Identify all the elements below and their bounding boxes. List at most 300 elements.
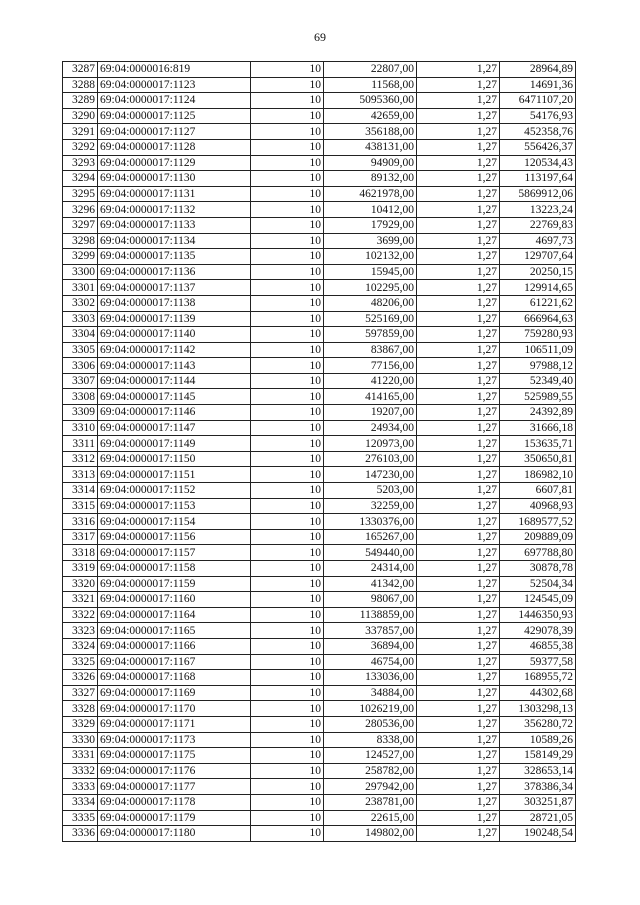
code-cell: 10 <box>251 93 324 109</box>
total-cell: 452358,76 <box>500 124 576 140</box>
table-row <box>63 529 576 545</box>
table-row <box>63 139 576 155</box>
code-cell: 10 <box>251 654 324 670</box>
value-cell: 597859,00 <box>324 327 417 343</box>
cadastral-number-cell: 69:04:0000017:1127 <box>98 124 251 140</box>
table-row <box>63 701 576 717</box>
cadastral-number-cell: 69:04:0000017:1124 <box>98 93 251 109</box>
page-number: 69 <box>314 30 326 44</box>
value-cell: 1026219,00 <box>324 701 417 717</box>
cadastral-number-cell: 69:04:0000017:1131 <box>98 186 251 202</box>
coefficient-cell: 1,27 <box>417 498 500 514</box>
value-cell: 34884,00 <box>324 685 417 701</box>
table-row <box>63 467 576 483</box>
cadastral-number-cell: 69:04:0000017:1171 <box>98 716 251 732</box>
coefficient-cell: 1,27 <box>417 467 500 483</box>
total-cell: 5869912,06 <box>500 186 576 202</box>
coefficient-cell: 1,27 <box>417 436 500 452</box>
table-row <box>63 826 576 842</box>
cadastral-number-cell: 69:04:0000017:1154 <box>98 514 251 530</box>
value-cell: 98067,00 <box>324 592 417 608</box>
total-cell: 186982,10 <box>500 467 576 483</box>
coefficient-cell: 1,27 <box>417 638 500 654</box>
row-number-cell: 3301 <box>63 280 98 296</box>
total-cell: 52504,34 <box>500 576 576 592</box>
row-number-cell: 3332 <box>63 763 98 779</box>
cadastral-number-cell: 69:04:0000017:1144 <box>98 373 251 389</box>
code-cell: 10 <box>251 529 324 545</box>
table-row <box>63 389 576 405</box>
table-row <box>63 794 576 810</box>
code-cell: 10 <box>251 670 324 686</box>
total-cell: 1446350,93 <box>500 607 576 623</box>
code-cell: 10 <box>251 389 324 405</box>
cadastral-number-cell: 69:04:0000017:1129 <box>98 155 251 171</box>
coefficient-cell: 1,27 <box>417 451 500 467</box>
value-cell: 280536,00 <box>324 716 417 732</box>
code-cell: 10 <box>251 358 324 374</box>
cadastral-number-cell: 69:04:0000017:1139 <box>98 311 251 327</box>
cadastral-number-cell: 69:04:0000017:1156 <box>98 529 251 545</box>
total-cell: 106511,09 <box>500 342 576 358</box>
total-cell: 20250,15 <box>500 264 576 280</box>
table-row <box>63 451 576 467</box>
value-cell: 10412,00 <box>324 202 417 218</box>
coefficient-cell: 1,27 <box>417 280 500 296</box>
coefficient-cell: 1,27 <box>417 561 500 577</box>
code-cell: 10 <box>251 202 324 218</box>
table-row <box>63 295 576 311</box>
code-cell: 10 <box>251 311 324 327</box>
total-cell: 759280,93 <box>500 327 576 343</box>
code-cell: 10 <box>251 779 324 795</box>
total-cell: 6471107,20 <box>500 93 576 109</box>
table-row <box>63 124 576 140</box>
total-cell: 168955,72 <box>500 670 576 686</box>
coefficient-cell: 1,27 <box>417 249 500 265</box>
row-number-cell: 3318 <box>63 545 98 561</box>
table-row <box>63 171 576 187</box>
total-cell: 120534,43 <box>500 155 576 171</box>
code-cell: 10 <box>251 295 324 311</box>
total-cell: 129914,65 <box>500 280 576 296</box>
table-row <box>63 810 576 826</box>
cadastral-number-cell: 69:04:0000017:1147 <box>98 420 251 436</box>
code-cell: 10 <box>251 77 324 93</box>
table-row <box>63 327 576 343</box>
cadastral-number-cell: 69:04:0000017:1175 <box>98 748 251 764</box>
coefficient-cell: 1,27 <box>417 139 500 155</box>
value-cell: 3699,00 <box>324 233 417 249</box>
code-cell: 10 <box>251 810 324 826</box>
total-cell: 1303298,13 <box>500 701 576 717</box>
table-row <box>63 93 576 109</box>
cadastral-number-cell: 69:04:0000017:1125 <box>98 108 251 124</box>
value-cell: 89132,00 <box>324 171 417 187</box>
cadastral-number-cell: 69:04:0000017:1165 <box>98 623 251 639</box>
code-cell: 10 <box>251 62 324 78</box>
row-number-cell: 3307 <box>63 373 98 389</box>
row-number-cell: 3330 <box>63 732 98 748</box>
table-row <box>63 607 576 623</box>
row-number-cell: 3319 <box>63 561 98 577</box>
total-cell: 209889,09 <box>500 529 576 545</box>
coefficient-cell: 1,27 <box>417 623 500 639</box>
value-cell: 24934,00 <box>324 420 417 436</box>
value-cell: 149802,00 <box>324 826 417 842</box>
row-number-cell: 3291 <box>63 124 98 140</box>
coefficient-cell: 1,27 <box>417 685 500 701</box>
total-cell: 10589,26 <box>500 732 576 748</box>
coefficient-cell: 1,27 <box>417 607 500 623</box>
table-row <box>63 623 576 639</box>
code-cell: 10 <box>251 561 324 577</box>
coefficient-cell: 1,27 <box>417 389 500 405</box>
row-number-cell: 3333 <box>63 779 98 795</box>
value-cell: 48206,00 <box>324 295 417 311</box>
code-cell: 10 <box>251 171 324 187</box>
row-number-cell: 3313 <box>63 467 98 483</box>
total-cell: 429078,39 <box>500 623 576 639</box>
coefficient-cell: 1,27 <box>417 77 500 93</box>
cadastral-number-cell: 69:04:0000017:1133 <box>98 217 251 233</box>
code-cell: 10 <box>251 108 324 124</box>
coefficient-cell: 1,27 <box>417 295 500 311</box>
value-cell: 549440,00 <box>324 545 417 561</box>
row-number-cell: 3324 <box>63 638 98 654</box>
cadastral-number-cell: 69:04:0000017:1132 <box>98 202 251 218</box>
value-cell: 297942,00 <box>324 779 417 795</box>
cadastral-number-cell: 69:04:0000016:819 <box>98 62 251 78</box>
row-number-cell: 3300 <box>63 264 98 280</box>
cadastral-number-cell: 69:04:0000017:1180 <box>98 826 251 842</box>
table-row <box>63 264 576 280</box>
total-cell: 1689577,52 <box>500 514 576 530</box>
code-cell: 10 <box>251 607 324 623</box>
row-number-cell: 3310 <box>63 420 98 436</box>
coefficient-cell: 1,27 <box>417 654 500 670</box>
total-cell: 525989,55 <box>500 389 576 405</box>
row-number-cell: 3329 <box>63 716 98 732</box>
code-cell: 10 <box>251 763 324 779</box>
code-cell: 10 <box>251 794 324 810</box>
code-cell: 10 <box>251 716 324 732</box>
value-cell: 4621978,00 <box>324 186 417 202</box>
table-row <box>63 576 576 592</box>
code-cell: 10 <box>251 264 324 280</box>
total-cell: 59377,58 <box>500 654 576 670</box>
value-cell: 124527,00 <box>324 748 417 764</box>
coefficient-cell: 1,27 <box>417 405 500 421</box>
cadastral-number-cell: 69:04:0000017:1130 <box>98 171 251 187</box>
cadastral-number-cell: 69:04:0000017:1151 <box>98 467 251 483</box>
table-row <box>63 249 576 265</box>
row-number-cell: 3290 <box>63 108 98 124</box>
row-number-cell: 3292 <box>63 139 98 155</box>
table-row <box>63 561 576 577</box>
coefficient-cell: 1,27 <box>417 763 500 779</box>
coefficient-cell: 1,27 <box>417 545 500 561</box>
code-cell: 10 <box>251 405 324 421</box>
code-cell: 10 <box>251 436 324 452</box>
cadastral-number-cell: 69:04:0000017:1128 <box>98 139 251 155</box>
value-cell: 165267,00 <box>324 529 417 545</box>
total-cell: 52349,40 <box>500 373 576 389</box>
value-cell: 17929,00 <box>324 217 417 233</box>
table-row <box>63 62 576 78</box>
coefficient-cell: 1,27 <box>417 358 500 374</box>
cadastral-number-cell: 69:04:0000017:1152 <box>98 483 251 499</box>
cadastral-number-cell: 69:04:0000017:1167 <box>98 654 251 670</box>
row-number-cell: 3325 <box>63 654 98 670</box>
code-cell: 10 <box>251 420 324 436</box>
table-row <box>63 77 576 93</box>
coefficient-cell: 1,27 <box>417 529 500 545</box>
code-cell: 10 <box>251 280 324 296</box>
cadastral-number-cell: 69:04:0000017:1140 <box>98 327 251 343</box>
value-cell: 5203,00 <box>324 483 417 499</box>
row-number-cell: 3298 <box>63 233 98 249</box>
value-cell: 133036,00 <box>324 670 417 686</box>
table-row <box>63 732 576 748</box>
coefficient-cell: 1,27 <box>417 576 500 592</box>
row-number-cell: 3327 <box>63 685 98 701</box>
total-cell: 129707,64 <box>500 249 576 265</box>
value-cell: 22807,00 <box>324 62 417 78</box>
row-number-cell: 3293 <box>63 155 98 171</box>
table-row <box>63 436 576 452</box>
row-number-cell: 3316 <box>63 514 98 530</box>
code-cell: 10 <box>251 701 324 717</box>
value-cell: 15945,00 <box>324 264 417 280</box>
code-cell: 10 <box>251 373 324 389</box>
coefficient-cell: 1,27 <box>417 794 500 810</box>
value-cell: 77156,00 <box>324 358 417 374</box>
cadastral-number-cell: 69:04:0000017:1176 <box>98 763 251 779</box>
table-row <box>63 685 576 701</box>
code-cell: 10 <box>251 249 324 265</box>
cadastral-number-cell: 69:04:0000017:1136 <box>98 264 251 280</box>
coefficient-cell: 1,27 <box>417 93 500 109</box>
code-cell: 10 <box>251 623 324 639</box>
cadastral-number-cell: 69:04:0000017:1169 <box>98 685 251 701</box>
cadastral-number-cell: 69:04:0000017:1123 <box>98 77 251 93</box>
total-cell: 190248,54 <box>500 826 576 842</box>
coefficient-cell: 1,27 <box>417 483 500 499</box>
total-cell: 13223,24 <box>500 202 576 218</box>
row-number-cell: 3289 <box>63 93 98 109</box>
table-row <box>63 420 576 436</box>
value-cell: 11568,00 <box>324 77 417 93</box>
total-cell: 697788,80 <box>500 545 576 561</box>
row-number-cell: 3287 <box>63 62 98 78</box>
total-cell: 113197,64 <box>500 171 576 187</box>
table-row <box>63 217 576 233</box>
coefficient-cell: 1,27 <box>417 779 500 795</box>
row-number-cell: 3317 <box>63 529 98 545</box>
table-row <box>63 670 576 686</box>
coefficient-cell: 1,27 <box>417 124 500 140</box>
cadastral-number-cell: 69:04:0000017:1135 <box>98 249 251 265</box>
cadastral-number-cell: 69:04:0000017:1164 <box>98 607 251 623</box>
row-number-cell: 3296 <box>63 202 98 218</box>
total-cell: 666964,63 <box>500 311 576 327</box>
value-cell: 8338,00 <box>324 732 417 748</box>
total-cell: 61221,62 <box>500 295 576 311</box>
coefficient-cell: 1,27 <box>417 701 500 717</box>
coefficient-cell: 1,27 <box>417 592 500 608</box>
value-cell: 24314,00 <box>324 561 417 577</box>
code-cell: 10 <box>251 233 324 249</box>
cadastral-number-cell: 69:04:0000017:1142 <box>98 342 251 358</box>
table-row <box>63 358 576 374</box>
value-cell: 42659,00 <box>324 108 417 124</box>
code-cell: 10 <box>251 124 324 140</box>
coefficient-cell: 1,27 <box>417 748 500 764</box>
row-number-cell: 3331 <box>63 748 98 764</box>
total-cell: 40968,93 <box>500 498 576 514</box>
row-number-cell: 3304 <box>63 327 98 343</box>
total-cell: 28964,89 <box>500 62 576 78</box>
cadastral-number-cell: 69:04:0000017:1149 <box>98 436 251 452</box>
total-cell: 556426,37 <box>500 139 576 155</box>
total-cell: 328653,14 <box>500 763 576 779</box>
table-row <box>63 763 576 779</box>
code-cell: 10 <box>251 576 324 592</box>
table-row <box>63 498 576 514</box>
row-number-cell: 3294 <box>63 171 98 187</box>
row-number-cell: 3306 <box>63 358 98 374</box>
value-cell: 120973,00 <box>324 436 417 452</box>
code-cell: 10 <box>251 186 324 202</box>
row-number-cell: 3320 <box>63 576 98 592</box>
total-cell: 124545,09 <box>500 592 576 608</box>
table-row <box>63 342 576 358</box>
code-cell: 10 <box>251 545 324 561</box>
value-cell: 46754,00 <box>324 654 417 670</box>
total-cell: 153635,71 <box>500 436 576 452</box>
total-cell: 303251,87 <box>500 794 576 810</box>
code-cell: 10 <box>251 155 324 171</box>
cadastral-number-cell: 69:04:0000017:1145 <box>98 389 251 405</box>
row-number-cell: 3336 <box>63 826 98 842</box>
cadastral-number-cell: 69:04:0000017:1178 <box>98 794 251 810</box>
code-cell: 10 <box>251 139 324 155</box>
table-row <box>63 233 576 249</box>
value-cell: 83867,00 <box>324 342 417 358</box>
coefficient-cell: 1,27 <box>417 826 500 842</box>
row-number-cell: 3311 <box>63 436 98 452</box>
value-cell: 19207,00 <box>324 405 417 421</box>
row-number-cell: 3334 <box>63 794 98 810</box>
code-cell: 10 <box>251 592 324 608</box>
value-cell: 22615,00 <box>324 810 417 826</box>
total-cell: 28721,05 <box>500 810 576 826</box>
value-cell: 258782,00 <box>324 763 417 779</box>
table-row <box>63 108 576 124</box>
total-cell: 350650,81 <box>500 451 576 467</box>
cadastral-number-cell: 69:04:0000017:1160 <box>98 592 251 608</box>
row-number-cell: 3321 <box>63 592 98 608</box>
value-cell: 147230,00 <box>324 467 417 483</box>
total-cell: 14691,36 <box>500 77 576 93</box>
total-cell: 30878,78 <box>500 561 576 577</box>
cadastral-number-cell: 69:04:0000017:1150 <box>98 451 251 467</box>
table-row <box>63 155 576 171</box>
row-number-cell: 3303 <box>63 311 98 327</box>
coefficient-cell: 1,27 <box>417 233 500 249</box>
value-cell: 32259,00 <box>324 498 417 514</box>
table-row <box>63 514 576 530</box>
table-row <box>63 373 576 389</box>
cadastral-number-cell: 69:04:0000017:1146 <box>98 405 251 421</box>
cadastral-number-cell: 69:04:0000017:1159 <box>98 576 251 592</box>
code-cell: 10 <box>251 451 324 467</box>
table-row <box>63 592 576 608</box>
row-number-cell: 3312 <box>63 451 98 467</box>
code-cell: 10 <box>251 826 324 842</box>
total-cell: 6607,81 <box>500 483 576 499</box>
cadastral-number-cell: 69:04:0000017:1177 <box>98 779 251 795</box>
total-cell: 46855,38 <box>500 638 576 654</box>
code-cell: 10 <box>251 748 324 764</box>
data-table <box>62 61 576 842</box>
value-cell: 36894,00 <box>324 638 417 654</box>
row-number-cell: 3305 <box>63 342 98 358</box>
value-cell: 525169,00 <box>324 311 417 327</box>
cadastral-number-cell: 69:04:0000017:1158 <box>98 561 251 577</box>
row-number-cell: 3302 <box>63 295 98 311</box>
cadastral-number-cell: 69:04:0000017:1137 <box>98 280 251 296</box>
total-cell: 158149,29 <box>500 748 576 764</box>
row-number-cell: 3323 <box>63 623 98 639</box>
value-cell: 5095360,00 <box>324 93 417 109</box>
code-cell: 10 <box>251 467 324 483</box>
total-cell: 44302,68 <box>500 685 576 701</box>
cadastral-number-cell: 69:04:0000017:1166 <box>98 638 251 654</box>
row-number-cell: 3315 <box>63 498 98 514</box>
table-row <box>63 545 576 561</box>
coefficient-cell: 1,27 <box>417 155 500 171</box>
value-cell: 94909,00 <box>324 155 417 171</box>
value-cell: 41342,00 <box>324 576 417 592</box>
cadastral-number-cell: 69:04:0000017:1143 <box>98 358 251 374</box>
cadastral-number-cell: 69:04:0000017:1153 <box>98 498 251 514</box>
coefficient-cell: 1,27 <box>417 810 500 826</box>
coefficient-cell: 1,27 <box>417 62 500 78</box>
row-number-cell: 3328 <box>63 701 98 717</box>
coefficient-cell: 1,27 <box>417 264 500 280</box>
coefficient-cell: 1,27 <box>417 311 500 327</box>
code-cell: 10 <box>251 498 324 514</box>
cadastral-number-cell: 69:04:0000017:1157 <box>98 545 251 561</box>
cadastral-number-cell: 69:04:0000017:1134 <box>98 233 251 249</box>
value-cell: 41220,00 <box>324 373 417 389</box>
total-cell: 378386,34 <box>500 779 576 795</box>
coefficient-cell: 1,27 <box>417 171 500 187</box>
coefficient-cell: 1,27 <box>417 732 500 748</box>
table-body <box>63 62 576 842</box>
code-cell: 10 <box>251 685 324 701</box>
value-cell: 238781,00 <box>324 794 417 810</box>
coefficient-cell: 1,27 <box>417 217 500 233</box>
row-number-cell: 3299 <box>63 249 98 265</box>
value-cell: 337857,00 <box>324 623 417 639</box>
row-number-cell: 3322 <box>63 607 98 623</box>
cadastral-number-cell: 69:04:0000017:1170 <box>98 701 251 717</box>
total-cell: 97988,12 <box>500 358 576 374</box>
code-cell: 10 <box>251 327 324 343</box>
